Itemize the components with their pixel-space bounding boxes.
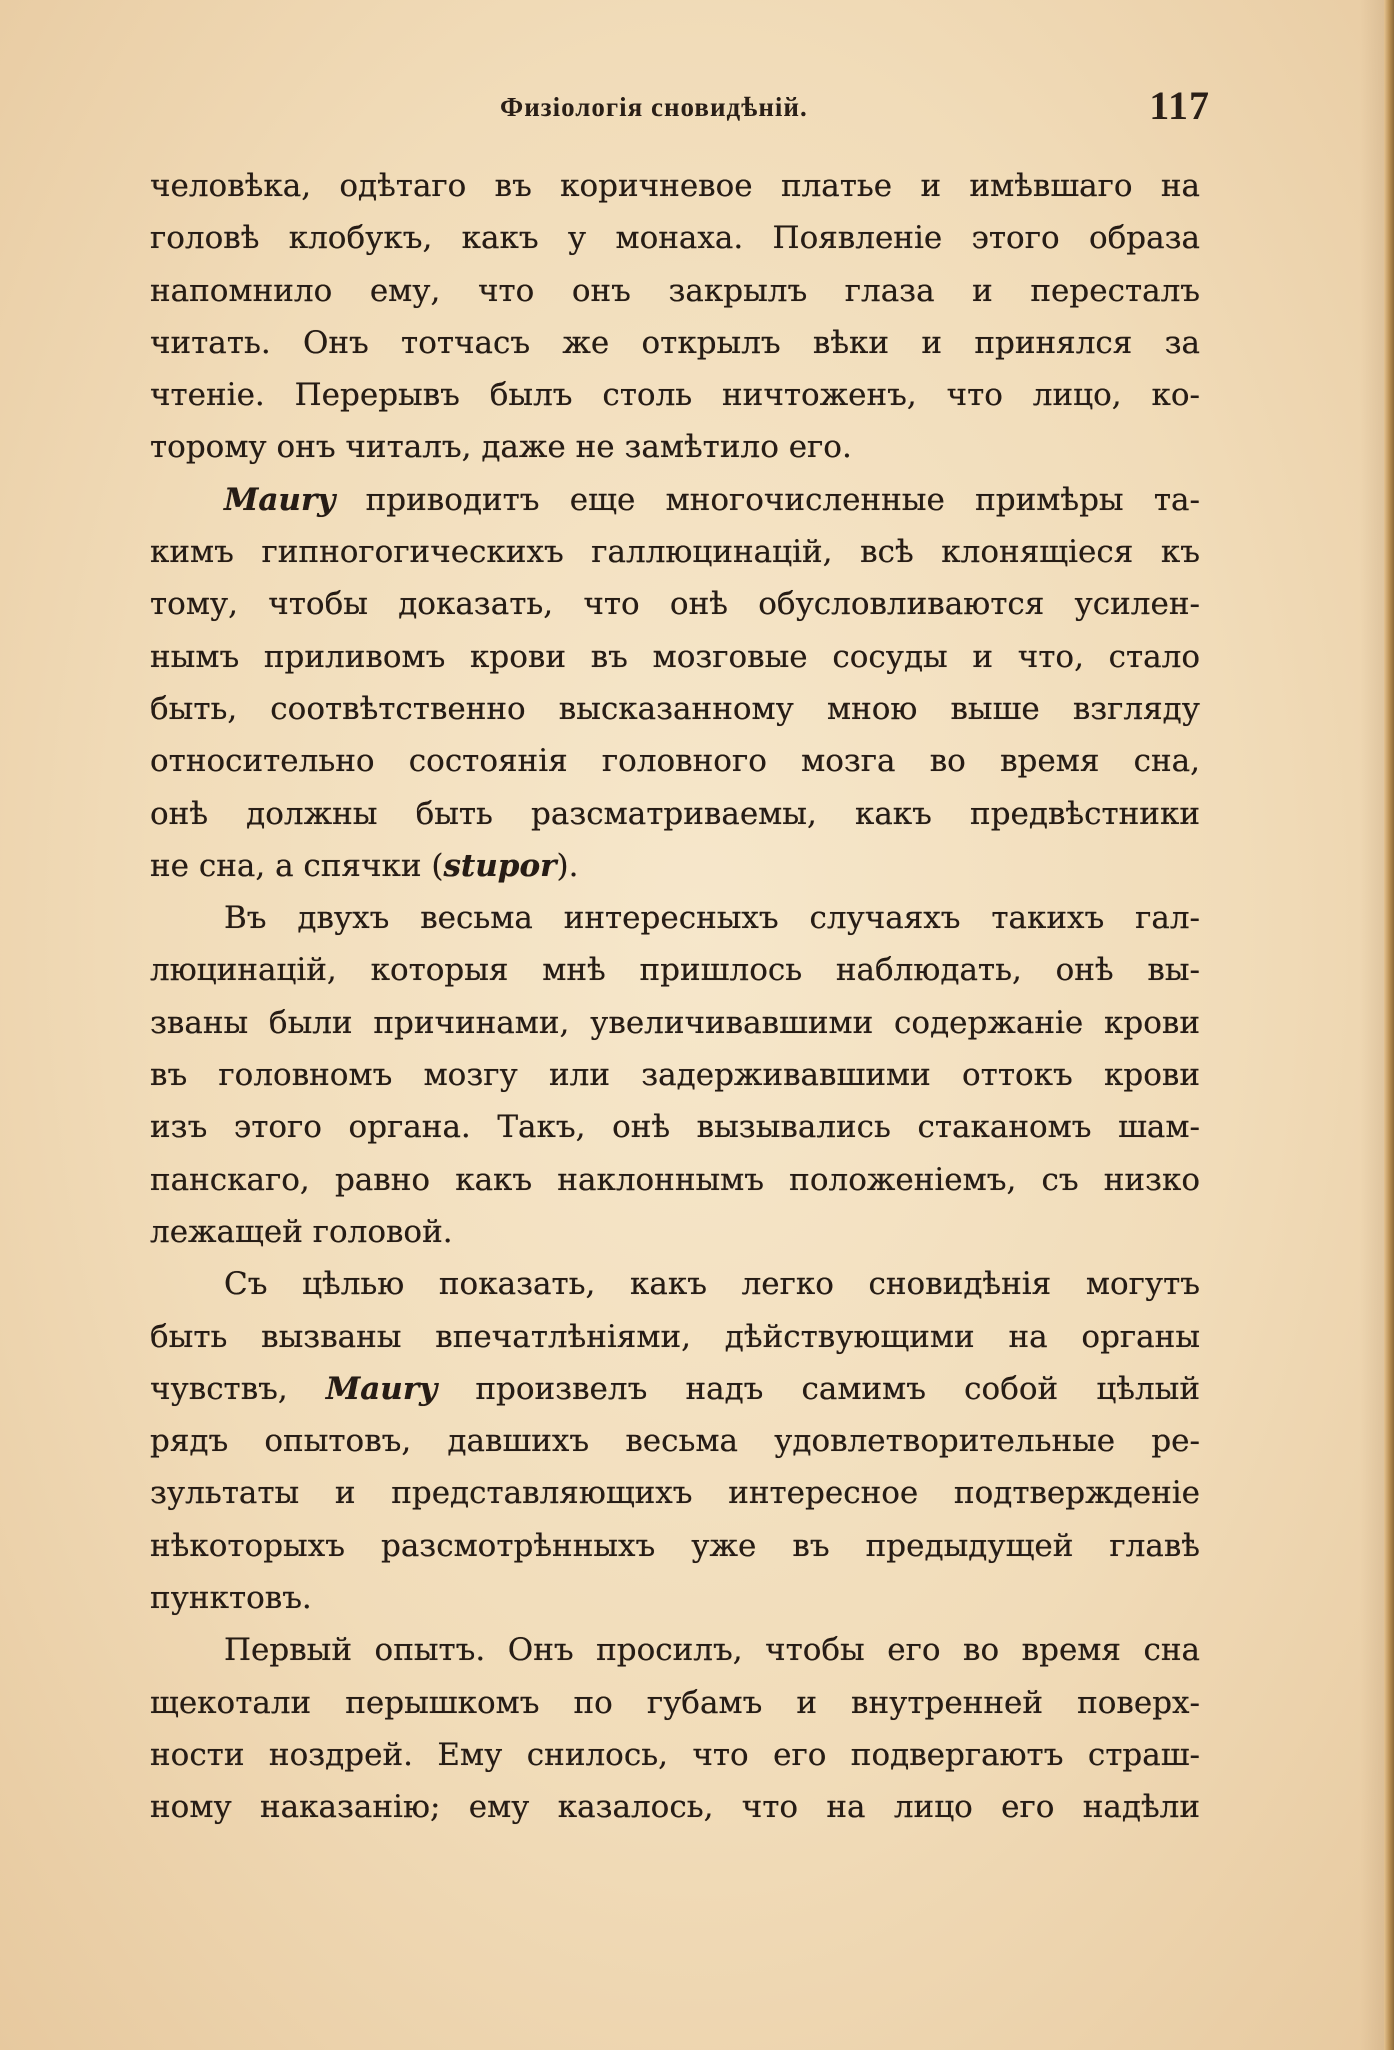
text-line: лежащей головой. [150,1213,453,1250]
italic-author-name: Maury [224,481,336,518]
paragraph-5 [150,1624,1200,1833]
paragraph-1 [150,160,1200,474]
text-line: люцинацiй, которыя мнѣ пришлось наблюдать, онѣ вы- [150,952,1200,989]
text-line: торому онъ читалъ, даже не замѣтило его. [150,429,852,466]
line-post: произвелъ надъ самимъ собой цѣлый [437,1370,1200,1407]
paragraph-2 [150,474,1200,892]
line-pre: чувствъ, [150,1370,326,1407]
text-line: званы были причинами, увеличивавшими содержанiе крови [150,1004,1200,1041]
text-line: нѣкоторыхъ разсмотрѣнныхъ уже въ предыдущей главѣ [150,1527,1200,1564]
italic-author-name: Maury [325,1370,438,1407]
page-edge-shadow [1360,0,1384,2050]
text-line: зультаты и представляющихъ интересное подтвержденiе [150,1475,1200,1512]
text-line: щекотали перышкомъ по губамъ и внутренней поверх- [150,1684,1200,1721]
text-line: ному наказанiю; ему казалось, что на лицо его надѣли [150,1789,1200,1826]
text-line [150,474,1200,526]
page-edge [1384,0,1394,2050]
text-line: кимъ гипногогическихъ галлюцинацiй, всѣ клонящiеся къ [150,534,1200,571]
paragraph-3 [150,892,1200,1258]
text-line: нымъ приливомъ крови въ мозговые сосуды и что, стало [150,638,1200,675]
text-line: въ головномъ мозгу или задерживавшими оттокъ крови [150,1057,1200,1094]
text-line: рядъ опытовъ, давшихъ весьма удовлетворительные ре- [150,1423,1200,1460]
text-line: Съ цѣлью показать, какъ легко сновидѣнiя могутъ [224,1266,1200,1303]
running-title: Физiологiя сновидѣнiй. [500,92,808,122]
text-line [150,1363,1200,1415]
text-line: Первый опытъ. Онъ просилъ, чтобы его во время сна [224,1632,1200,1669]
text-line: человѣка, одѣтаго въ коричневое платье и имѣвшаго на [150,168,1200,204]
line-rest: приводитъ еще многочисленные примѣры та- [335,481,1200,518]
text-line: быть, соотвѣтственно высказанному мною выше взгляду [150,690,1200,727]
text-line: изъ этого органа. Такъ, онѣ вызывались стаканомъ шам- [150,1109,1200,1146]
italic-term: stupor [443,847,557,884]
text-line: пунктовъ. [150,1580,312,1617]
body-text [150,160,1200,1834]
page-header [150,82,1210,138]
text-line: головѣ клобукъ, какъ у монаха. Появленiе этого образа [150,220,1200,257]
text-line: быть вызваны впечатлѣнiями, дѣйствующими на органы [150,1318,1200,1355]
text-line: панскаго, равно какъ наклоннымъ положенiемъ, съ низко [150,1161,1200,1198]
text-line: читать. Онъ тотчасъ же открылъ вѣки и принялся за [150,324,1200,361]
page-number: 117 [1149,83,1210,128]
text-line: онѣ должны быть разсматриваемы, какъ предвѣстники [150,795,1200,832]
paragraph-4 [150,1258,1200,1624]
text-line [150,840,1200,892]
text-line: ности ноздрей. Ему снилось, что его подвергаютъ страш- [150,1736,1200,1773]
text-line: напомнило ему, что онъ закрылъ глаза и пересталъ [150,272,1200,309]
text-line: Въ двухъ весьма интересныхъ случаяхъ такихъ гал- [224,900,1200,937]
text-line: чтенiе. Перерывъ былъ столь ничтоженъ, что лицо, ко- [150,377,1200,414]
text-line: тому, чтобы доказать, что онѣ обусловливаются усилен- [150,586,1200,623]
line-pre: не сна, а спячки ( [150,847,444,884]
text-line: относительно состоянiя головного мозга во время сна, [150,743,1200,780]
line-post: ). [556,847,579,884]
